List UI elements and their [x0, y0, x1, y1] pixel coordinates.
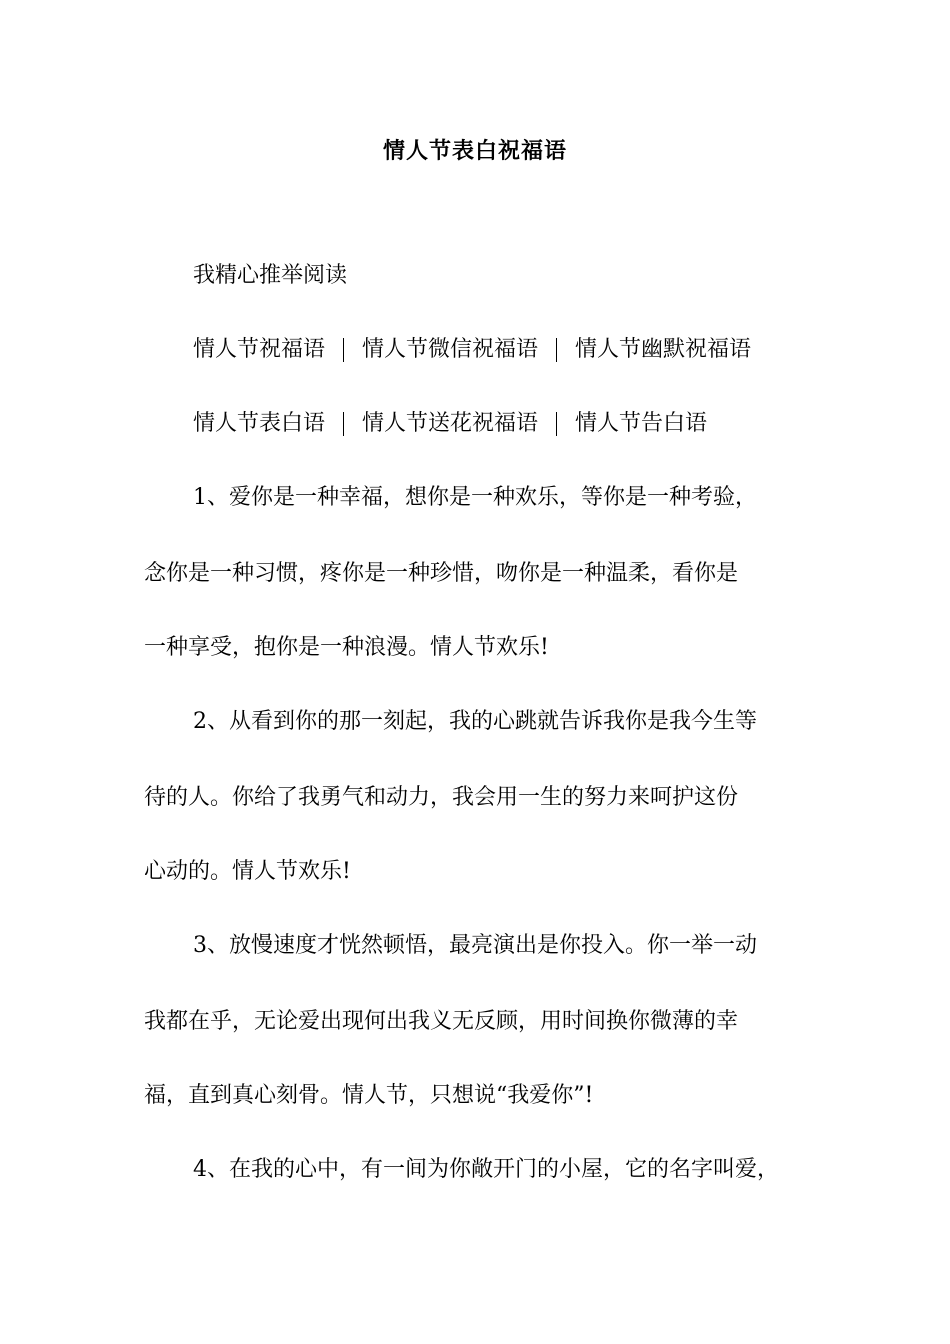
paragraph-3-line-3: 福，直到真心刻骨。情人节，只想说“我爱你”! — [144, 1083, 594, 1108]
related-link[interactable]: 情人节告白语 — [575, 411, 708, 436]
paragraph-2-line-2: 待的人。你给了我勇气和动力，我会用一生的努力来呵护这份 — [144, 785, 739, 810]
related-links-row-1 — [193, 332, 751, 368]
link-separator — [343, 338, 344, 362]
document-title: 情人节表白祝福语 — [382, 139, 567, 164]
recommend-label: 我精心推举阅读 — [193, 263, 348, 288]
link-separator — [343, 412, 344, 436]
related-link[interactable]: 情人节微信祝福语 — [362, 337, 539, 362]
paragraph-1-line-3: 一种享受，抱你是一种浪漫。情人节欢乐! — [144, 635, 549, 660]
paragraph-4-line-1: 4、在我的心中，有一间为你敞开门的小屋，它的名字叫爱， — [193, 1157, 779, 1182]
related-link[interactable]: 情人节表白语 — [193, 411, 326, 436]
paragraph-1-line-2: 念你是一种习惯，疼你是一种珍惜，吻你是一种温柔，看你是 — [144, 561, 739, 586]
related-link[interactable]: 情人节幽默祝福语 — [575, 337, 752, 362]
link-separator — [556, 412, 557, 436]
paragraph-2-line-1: 2、从看到你的那一刻起，我的心跳就告诉我你是我今生等 — [193, 709, 757, 734]
paragraph-3-line-1: 3、放慢速度才恍然顿悟，最亮演出是你投入。你一举一动 — [193, 933, 757, 958]
paragraph-2-line-3: 心动的。情人节欢乐! — [144, 859, 351, 884]
related-links-row-2 — [193, 406, 707, 442]
paragraph-3-line-2: 我都在乎，无论爱出现何出我义无反顾，用时间换你微薄的幸 — [144, 1009, 739, 1034]
related-link[interactable]: 情人节祝福语 — [193, 337, 326, 362]
paragraph-1-line-1: 1、爱你是一种幸福，想你是一种欢乐，等你是一种考验， — [193, 485, 757, 510]
link-separator — [556, 338, 557, 362]
related-link[interactable]: 情人节送花祝福语 — [362, 411, 539, 436]
